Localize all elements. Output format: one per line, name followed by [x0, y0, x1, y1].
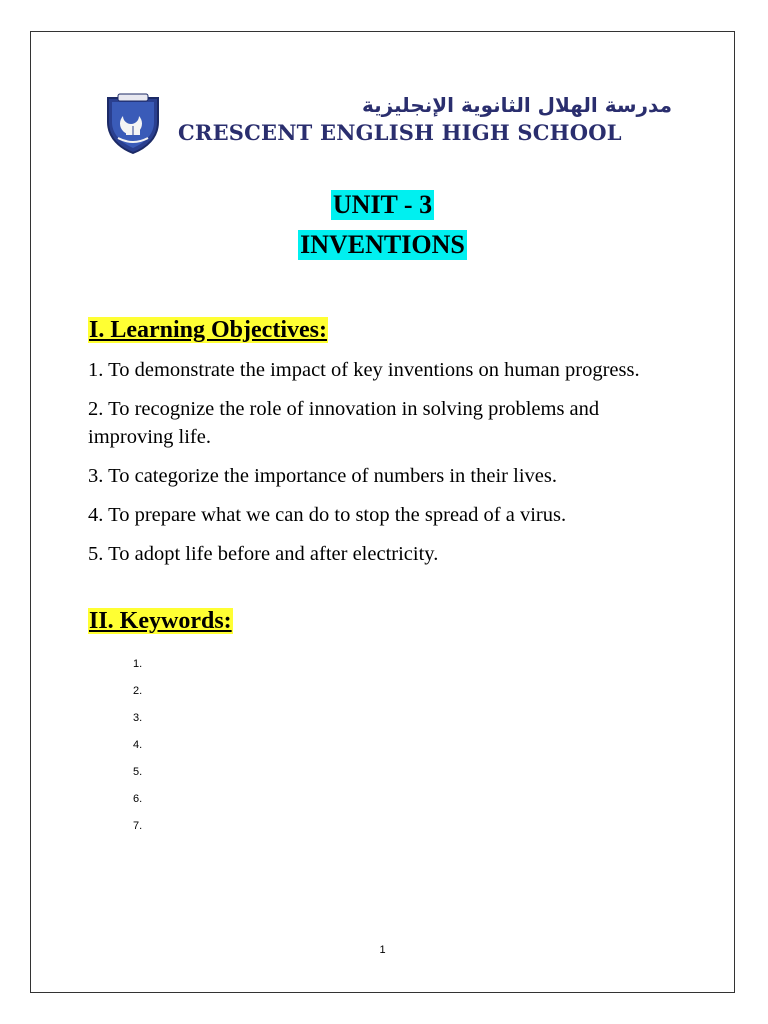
keyword-item: 2. — [133, 685, 143, 697]
unit-title: UNIT - 3 — [332, 190, 433, 219]
keywords-heading: II. Keywords: — [89, 608, 232, 634]
objectives-list — [88, 356, 688, 579]
school-name-arabic: مدرسة الهلال الثانوية الإنجليزية — [361, 93, 672, 117]
title-block — [30, 190, 735, 270]
school-header — [104, 92, 674, 156]
school-crest-icon — [104, 92, 162, 154]
page-number: 1 — [379, 944, 386, 956]
objective-item: 5. To adopt life before and after electricity. — [88, 543, 439, 565]
objective-item: 4. To prepare what we can do to stop the spread of a virus. — [88, 504, 567, 526]
objective-item: 2. To recognize the role of innovation in solving problems and improving life. — [88, 398, 600, 448]
keyword-item: 7. — [133, 820, 143, 832]
keywords-list — [133, 651, 142, 840]
objectives-heading: I. Learning Objectives: — [89, 317, 327, 343]
keyword-item: 1. — [133, 658, 143, 670]
topic-title: INVENTIONS — [300, 230, 465, 259]
keyword-item: 4. — [133, 739, 143, 751]
keyword-item: 3. — [133, 712, 143, 724]
objective-item: 3. To categorize the importance of numbers in their lives. — [88, 465, 557, 487]
school-name-english: CRESCENT ENGLISH HIGH SCHOOL — [178, 120, 622, 145]
objective-item: 1. To demonstrate the impact of key inventions on human progress. — [88, 359, 640, 381]
keyword-item: 5. — [133, 766, 143, 778]
keyword-item: 6. — [133, 793, 143, 805]
